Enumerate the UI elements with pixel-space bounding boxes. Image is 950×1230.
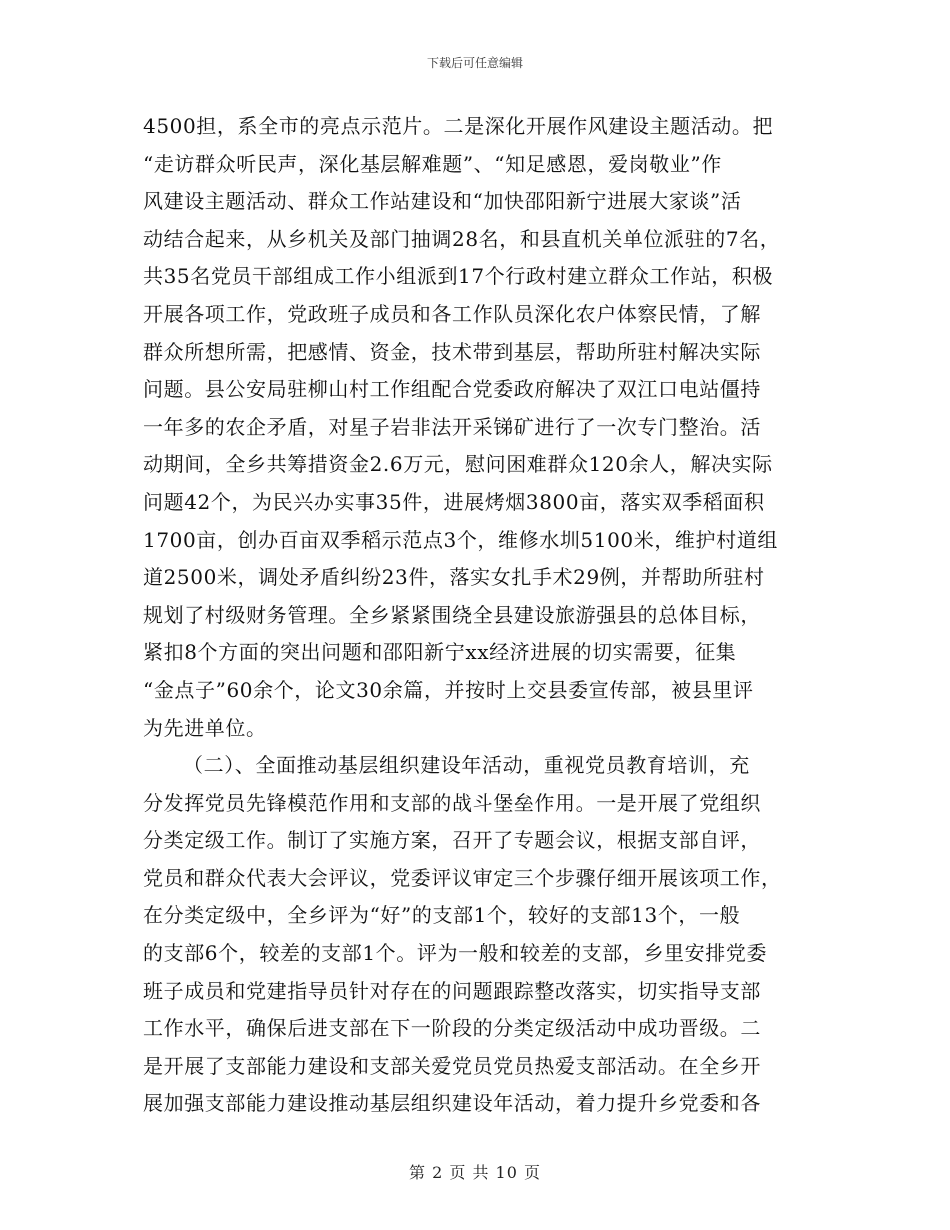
- text-line: 一年多的农企矛盾，对星子岩非法开采锑矿进行了一次专门整治。活: [143, 414, 761, 439]
- text-line: 问题。县公安局驻柳山村工作组配合党委政府解决了双江口电站僵持: [143, 377, 761, 402]
- text-line: 是开展了支部能力建设和支部关爱党员党员热爱支部活动。在全乡开: [143, 1053, 761, 1078]
- text-line: 规划了村级财务管理。全乡紧紧围绕全县建设旅游强县的总体目标，: [143, 602, 761, 627]
- text-line: 4500担，系全市的亮点示范片。二是深化开展作风建设主题活动。把: [143, 114, 774, 138]
- text-line: 群众所想所需，把感情、资金，技术带到基层，帮助所驻村解决实际: [143, 339, 761, 364]
- text-line: 共35名党员干部组成工作小组派到17个行政村建立群众工作站，积极: [143, 264, 774, 289]
- text-line: 动结合起来，从乡机关及部门抽调28名，和县直机关单位派驻的7名，: [143, 226, 781, 251]
- text-line: 道2500米，调处矛盾纠纷23件，落实女扎手术29例，并帮助所驻村: [143, 565, 765, 590]
- text-line: 紧扣8个方面的突出问题和邵阳新宁xx经济进展的切实需要，征集: [143, 640, 737, 665]
- text-line: 工作水平，确保后进支部在下一阶段的分类定级活动中成功晋级。二: [143, 1016, 761, 1041]
- text-line: “走访群众听民声，深化基层解难题”、“知足感恩，爱岗敬业”作: [143, 151, 722, 176]
- text-line: 1700亩，创办百亩双季稻示范点3个，维修水圳5100米，维护村道组: [143, 527, 778, 552]
- paragraph-start-line: （二）、全面推动基层组织建设年活动，重视党员教育培训，充: [183, 753, 750, 778]
- text-line: 动期间，全乡共筹措资金2.6万元，慰问困难群众120余人，解决实际: [143, 452, 773, 477]
- text-line: 为先进单位。: [143, 715, 267, 740]
- text-line: 分类定级工作。制订了实施方案，召开了专题会议，根据支部自评，: [143, 828, 761, 853]
- page-header-note: 下载后可任意编辑: [426, 56, 523, 70]
- text-line: 的支部6个，较差的支部1个。评为一般和较差的支部，乡里安排党委: [143, 941, 768, 966]
- text-line: 分发挥党员先锋模范作用和支部的战斗堡垒作用。一是开展了党组织: [143, 790, 761, 815]
- text-line: 问题42个，为民兴办实事35件，进展烤烟3800亩，落实双季稻面积: [143, 489, 765, 514]
- page-number: 第 2 页 共 10 页: [409, 1163, 541, 1182]
- text-line: 开展各项工作，党政班子成员和各工作队员深化农户体察民情，了解: [143, 301, 761, 326]
- text-line: 在分类定级中，全乡评为“好”的支部1个，较好的支部13个，一般: [143, 903, 741, 928]
- text-line: 党员和群众代表大会评议，党委评议审定三个步骤仔细开展该项工作，: [143, 865, 782, 890]
- document-body: [143, 108, 811, 1123]
- text-line: 班子成员和党建指导员针对存在的问题跟踪整改落实，切实指导支部: [143, 978, 761, 1003]
- text-line: “金点子”60余个，论文30余篇，并按时上交县委宣传部，被县里评: [143, 677, 754, 702]
- text-line: 展加强支部能力建设推动基层组织建设年活动，着力提升乡党委和各: [143, 1091, 761, 1116]
- text-line: 风建设主题活动、群众工作站建设和“加快邵阳新宁进展大家谈”活: [143, 189, 742, 214]
